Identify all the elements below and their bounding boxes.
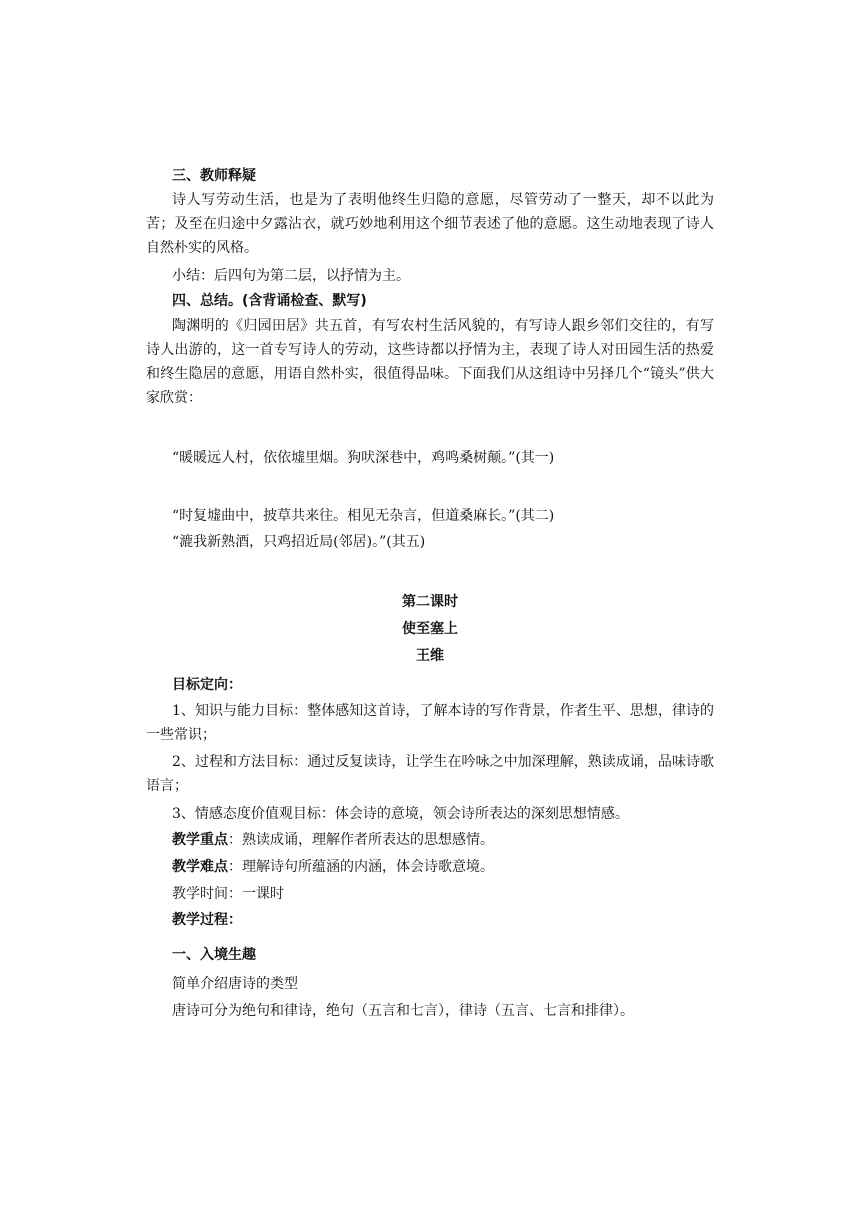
- step1-heading: 一、入境生趣: [172, 947, 256, 963]
- step1-text: 唐诗可分为绝句和律诗，绝句（五言和七言），律诗（五言、七言和排律）。: [172, 1003, 634, 1019]
- teaching-difficulty-text: ：理解诗句所蕴涵的内涵，体会诗歌意境。: [228, 859, 494, 875]
- poem-author: 王维: [416, 648, 444, 664]
- paragraph-summary: 陶渊明的《归园田居》共五首，有写农村生活风貌的，有写诗人跟乡邻们交往的，有写诗人出游的，这一首专写诗人的劳动，这些诗都以抒情为主，表现了诗人对田园生活的热爱和终生隐居的意愿，用语自然朴实，很值得品味。下面我们从这组诗中另择几个“镜头”供大家欣赏：: [146, 318, 714, 406]
- teaching-process-heading: 教学过程：: [172, 912, 242, 928]
- section-heading-teacher-explanation: 三、教师释疑: [172, 168, 256, 184]
- teaching-key-label: 教学重点: [172, 832, 228, 848]
- quote-line-1: “暖暖远人村，依依墟里烟。狗吠深巷中，鸡鸣桑树颠。”(其一): [172, 450, 555, 466]
- teaching-key-points: [172, 828, 717, 852]
- goal-process: 2、过程和方法目标：通过反复读诗，让学生在吟咏之中加深理解，熟读成诵，品味诗歌语言；: [146, 754, 714, 794]
- step1-intro: 简单介绍唐诗的类型: [172, 976, 298, 992]
- summary-line: 小结：后四句为第二层，以抒情为主。: [172, 268, 410, 284]
- lesson-title: 第二课时: [402, 594, 458, 610]
- poem-title: 使至塞上: [402, 621, 458, 637]
- teaching-time: 教学时间：一课时: [172, 886, 284, 902]
- goals-heading: 目标定向：: [172, 677, 242, 693]
- teaching-difficulty: [172, 855, 717, 879]
- quote-line-2: “时复墟曲中，披草共来往。相见无杂言，但道桑麻长。”(其二): [172, 508, 555, 524]
- goal-knowledge: 1、知识与能力目标：整体感知这首诗，了解本诗的写作背景，作者生平、思想，律诗的一些常识；: [146, 703, 714, 743]
- paragraph-teacher-explanation: 诗人写劳动生活，也是为了表明他终生归隐的意愿，尽管劳动了一整天，却不以此为苦；及至在归途中夕露沾衣，就巧妙地利用这个细节表述了他的意愿。这生动地表现了诗人自然朴实的风格。: [146, 192, 714, 256]
- teaching-difficulty-label: 教学难点: [172, 859, 228, 875]
- teaching-key-text: ：熟读成诵，理解作者所表达的思想感情。: [228, 832, 494, 848]
- section-heading-summary: 四、总结。(含背诵检查、默写): [172, 293, 367, 309]
- goal-emotion: 3、情感态度价值观目标：体会诗的意境，领会诗所表达的深刻思想情感。: [172, 806, 629, 822]
- quote-line-3: “漉我新熟酒，只鸡招近局(邻居)。”(其五): [172, 534, 426, 550]
